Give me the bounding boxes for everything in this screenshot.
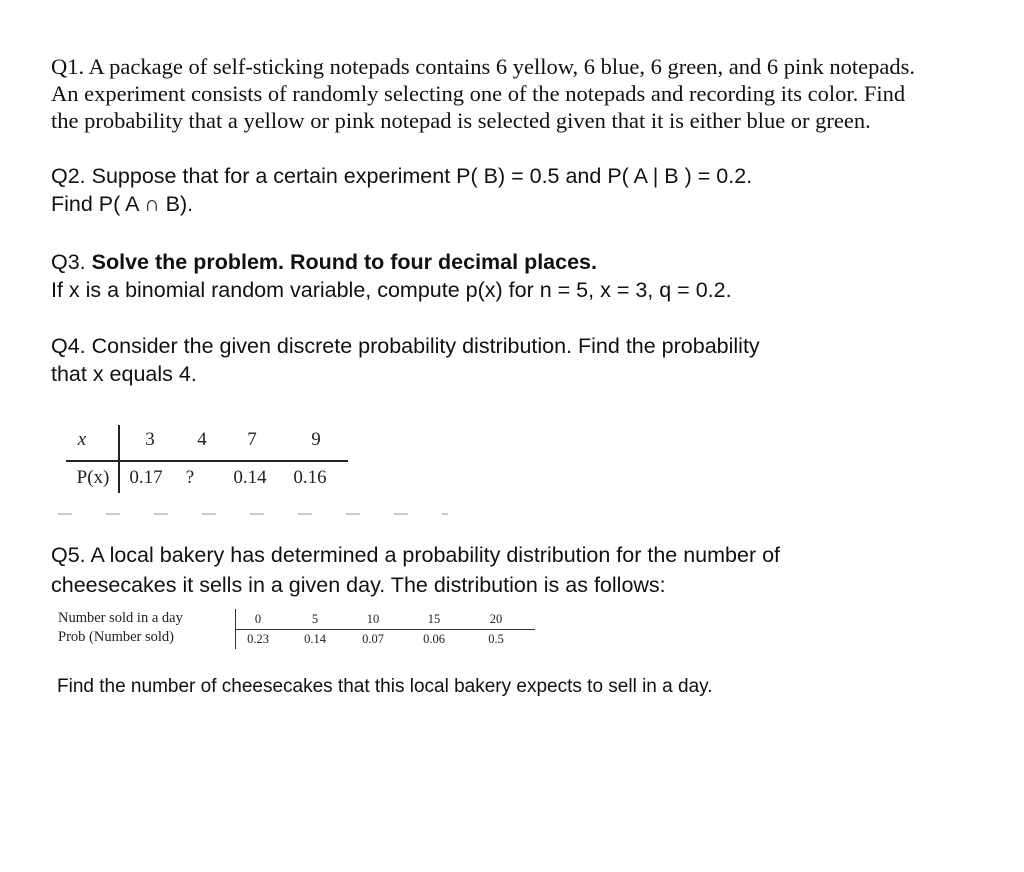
q4-p-value: 0.17: [129, 467, 163, 488]
q4-x-value: 7: [247, 429, 257, 450]
divider: [58, 513, 448, 515]
q2-line-2: Find P( A ∩ B).: [51, 192, 194, 216]
question-5: [51, 540, 780, 600]
question-1: [51, 53, 991, 134]
q4-x-value: 4: [197, 429, 207, 450]
q3-instruction: Solve the problem. Round to four decimal places.: [91, 250, 597, 274]
q5-table-horizontal-rule: [235, 629, 535, 630]
question-3: [51, 248, 732, 304]
q5-line-2: cheesecakes it sells in a given day. The distribution is as follows:: [51, 573, 666, 597]
q5-number-cell: 10: [366, 612, 380, 626]
question-4: [51, 332, 760, 388]
q5-row-label-prob: Prob (Number sold): [58, 629, 174, 645]
q4-p-label: P(x): [76, 467, 110, 488]
q3-line-1: [51, 248, 732, 276]
q4-table-vertical-rule: [118, 425, 120, 493]
q5-prob-cell: 0.07: [362, 632, 384, 646]
q5-row-label-number-sold: Number sold in a day: [58, 610, 183, 626]
q5-distribution-table: [58, 609, 536, 649]
q4-p-value: 0.14: [233, 467, 267, 488]
q4-x-value: 3: [145, 429, 155, 450]
question-2: [51, 162, 752, 218]
q5-number-cell: 5: [311, 612, 319, 626]
q1-line-2: An experiment consists of randomly selecting one of the notepads and recording its color. Find: [51, 81, 906, 106]
q2-line-1: Q2. Suppose that for a certain experiment P( B) = 0.5 and P( A | B ) = 0.2.: [51, 164, 753, 188]
q1-line-1: Q1. A package of self-sticking notepads contains 6 yellow, 6 blue, 6 green, and 6 pink notepads.: [51, 54, 915, 79]
q5-number-cell: 15: [427, 612, 441, 626]
q4-table-horizontal-rule: [66, 460, 348, 462]
q4-p-value: 0.16: [293, 467, 327, 488]
q5-find-text: Find the number of cheesecakes that this local bakery expects to sell in a day.: [57, 676, 713, 697]
q3-line-2: If x is a binomial random variable, compute p(x) for n = 5, x = 3, q = 0.2.: [51, 278, 732, 302]
q4-distribution-table: [66, 423, 348, 495]
q1-line-3: the probability that a yellow or pink notepad is selected given that it is either blue or green.: [51, 108, 871, 133]
q3-prefix: Q3.: [51, 250, 92, 274]
q5-prob-cell: 0.14: [304, 632, 326, 646]
q5-line-1: Q5. A local bakery has determined a probability distribution for the number of: [51, 543, 781, 567]
q5-prob-cell: 0.06: [423, 632, 445, 646]
q4-p-value: ?: [185, 467, 195, 488]
q5-number-cell: 0: [254, 612, 262, 626]
q4-x-value: 9: [311, 429, 321, 450]
q5-prob-cell: 0.5: [488, 632, 504, 646]
q5-prob-cell: 0.23: [247, 632, 269, 646]
q5-number-cell: 20: [489, 612, 503, 626]
q4-line-1: Q4. Consider the given discrete probability distribution. Find the probability: [51, 334, 760, 358]
q4-x-label: x: [77, 429, 87, 450]
q4-line-2: that x equals 4.: [51, 362, 197, 386]
